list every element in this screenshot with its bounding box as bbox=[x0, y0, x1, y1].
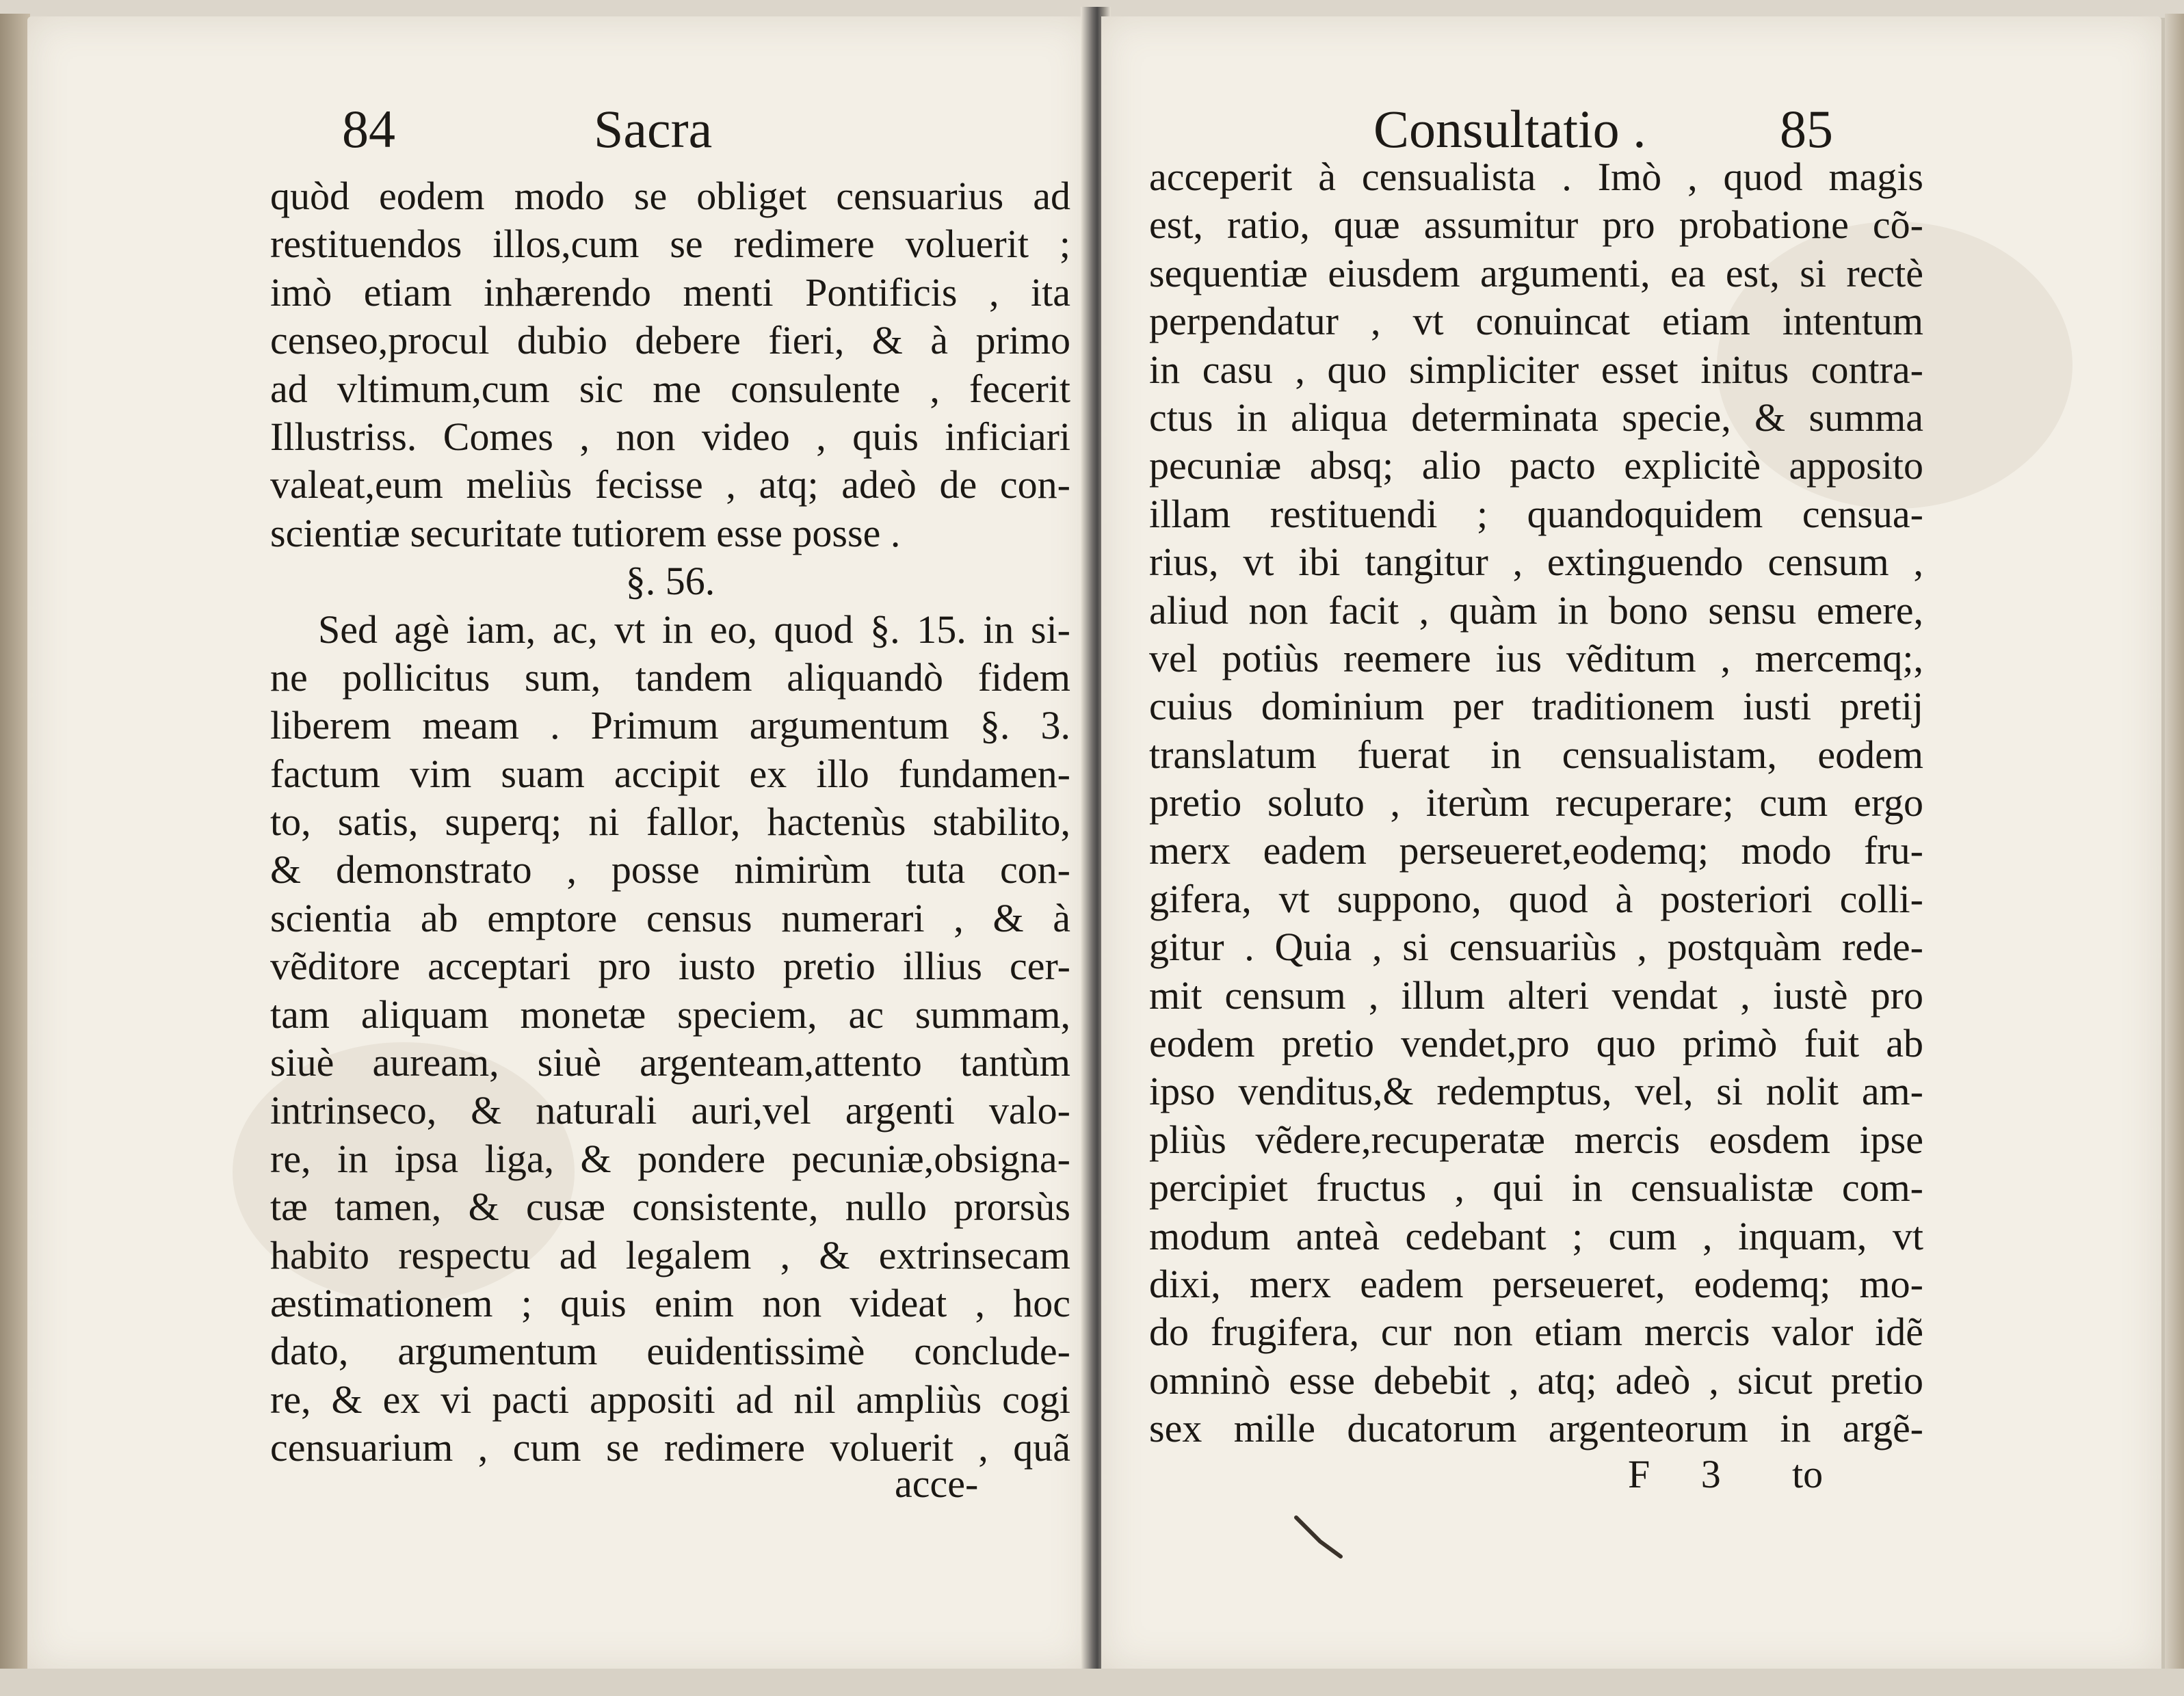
text-line: est, ratio, quæ assumitur pro probatione cõ- bbox=[1149, 202, 1923, 248]
text-line: Illustriss. Comes , non video , quis inficiari bbox=[270, 414, 1070, 459]
text-line: gifera, vt suppono, quod à posteriori colli- bbox=[1149, 876, 1923, 921]
text-line: modum anteà cedebant ; cum , inquam, vt bbox=[1149, 1213, 1923, 1258]
left-running-head bbox=[27, 98, 1091, 167]
text-line: factum vim suam accipit ex illo fundamen- bbox=[270, 751, 1070, 796]
left-page bbox=[27, 16, 1091, 1671]
text-line: liberem meam . Primum argumentum §. 3. bbox=[270, 703, 1070, 748]
text-line: gitur . Quia , si censuariùs , postquàm rede- bbox=[1149, 925, 1923, 970]
text-line: illam restituendi ; quandoquidem censua- bbox=[1149, 491, 1923, 536]
text-line: tam aliquam monetæ speciem, ac summam, bbox=[270, 992, 1070, 1037]
right-page bbox=[1101, 16, 2161, 1671]
text-line: vẽditore acceptari pro iusto pretio illius cer- bbox=[270, 944, 1070, 989]
text-line: do frugifera, cur non etiam mercis valor idẽ bbox=[1149, 1310, 1923, 1355]
left-catchword: acce- bbox=[895, 1461, 979, 1506]
text-line: intrinseco, & naturali auri,vel argenti valo- bbox=[270, 1088, 1070, 1133]
left-page-number: 84 bbox=[342, 99, 395, 159]
left-running-title: Sacra bbox=[594, 99, 713, 159]
text-line: Sed agè iam, ac, vt in eo, quod §. 15. in si- bbox=[318, 607, 1070, 652]
text-line: eodem pretio vendet,pro quo primò fuit ab bbox=[1149, 1021, 1923, 1066]
text-line: æstimationem ; quis enim non videat , hoc bbox=[270, 1280, 1070, 1325]
left-text-block bbox=[270, 172, 1070, 1472]
text-line: re, in ipsa liga, & pondere pecuniæ,obsigna- bbox=[270, 1136, 1070, 1181]
right-catchword: to bbox=[1792, 1452, 1824, 1496]
text-line: to, satis, superq; ni fallor, hactenùs stabilito, bbox=[270, 799, 1070, 845]
right-text-block bbox=[1149, 153, 1923, 1453]
text-line: imò etiam inhærendo menti Pontificis , ita bbox=[270, 269, 1070, 315]
text-line: quòd eodem modo se obliget censuarius ad bbox=[270, 174, 1070, 218]
text-line: ctus in aliqua determinata specie, & summa bbox=[1149, 395, 1923, 440]
right-signature-mark: F 3 bbox=[1628, 1452, 1741, 1496]
text-line: merx eadem perseueret,eodemq; modo fru- bbox=[1149, 828, 1923, 873]
text-line: ne pollicitus sum, tandem aliquandò fidem bbox=[270, 654, 1070, 700]
text-line: pretio soluto , iterùm recuperare; cum ergo bbox=[1149, 780, 1923, 825]
text-line: rius, vt ibi tangitur , extinguendo censum , bbox=[1149, 540, 1923, 585]
text-line: & demonstrato , posse nimirùm tuta con- bbox=[270, 847, 1070, 892]
text-line: habito respectu ad legalem , & extrinsecam bbox=[270, 1232, 1070, 1277]
text-line: ad vltimum,cum sic me consulente , fecerit bbox=[270, 366, 1070, 411]
ink-mark bbox=[1293, 1514, 1347, 1562]
text-line: re, & ex vi pacti appositi ad nil ampliùs cogi bbox=[270, 1377, 1070, 1422]
text-line: restituendos illos,cum se redimere voluerit ; bbox=[270, 222, 1070, 267]
text-line: scientia ab emptore census numerari , & à bbox=[270, 895, 1070, 940]
text-line: perpendatur , vt conuincat etiam intentum bbox=[1149, 299, 1923, 344]
text-line: translatum fuerat in censualistam, eodem bbox=[1149, 732, 1923, 777]
text-line: dato, argumentum euidentissimè conclude- bbox=[270, 1329, 1070, 1374]
text-line: sequentiæ eiusdem argumenti, ea est, si rectè bbox=[1149, 250, 1923, 295]
section-heading: §. 56. bbox=[625, 559, 715, 604]
right-running-title: Consultatio . bbox=[1373, 99, 1646, 159]
text-line: pliùs vẽdere,recuperatæ mercis eosdem ipse bbox=[1149, 1117, 1923, 1162]
text-line: scientiæ securitate tutiorem esse posse . bbox=[270, 510, 901, 555]
text-line: dixi, merx eadem perseueret, eodemq; mo- bbox=[1149, 1261, 1923, 1306]
right-page-number: 85 bbox=[1780, 99, 1833, 159]
text-line: siuè auream, siuè argenteam,attento tantùm bbox=[270, 1040, 1070, 1085]
text-line: censeo,procul dubio debere fieri, & à primo bbox=[270, 318, 1070, 363]
text-line: acceperit à censualista . Imò , quod magis bbox=[1149, 155, 1923, 199]
text-line: mit censum , illum alteri vendat , iustè pro bbox=[1149, 972, 1923, 1018]
text-line: tæ tamen, & cusæ consistente, nullo prorsùs bbox=[270, 1184, 1070, 1230]
page-edge-bottom bbox=[0, 1669, 2184, 1696]
text-line: vel potiùs reemere ius vẽditum , mercemq;, bbox=[1149, 635, 1923, 680]
text-line: sex mille ducatorum argenteorum in argẽ- bbox=[1149, 1406, 1923, 1451]
text-line: valeat,eum meliùs fecisse , atq; adeò de con- bbox=[270, 462, 1070, 507]
cover-edge-left bbox=[0, 14, 30, 1675]
text-line: censuarium , cum se redimere voluerit , quã bbox=[270, 1425, 1070, 1470]
text-line: ipso venditus,& redemptus, vel, si nolit am- bbox=[1149, 1069, 1923, 1114]
text-line: pecuniæ absq; alio pacto explicitè apposito bbox=[1149, 443, 1923, 488]
text-line: cuius dominium per traditionem iusti pretij bbox=[1149, 684, 1923, 729]
text-line: in casu , quo simpliciter esset initus contra- bbox=[1149, 347, 1923, 392]
text-line: aliud non facit , quàm in bono sensu emere, bbox=[1149, 587, 1923, 633]
text-line: percipiet fructus , qui in censualistæ com- bbox=[1149, 1165, 1923, 1210]
text-line: omninò esse debebit , atq; adeò , sicut pretio bbox=[1149, 1357, 1923, 1403]
cover-edge-right bbox=[2165, 14, 2184, 1675]
